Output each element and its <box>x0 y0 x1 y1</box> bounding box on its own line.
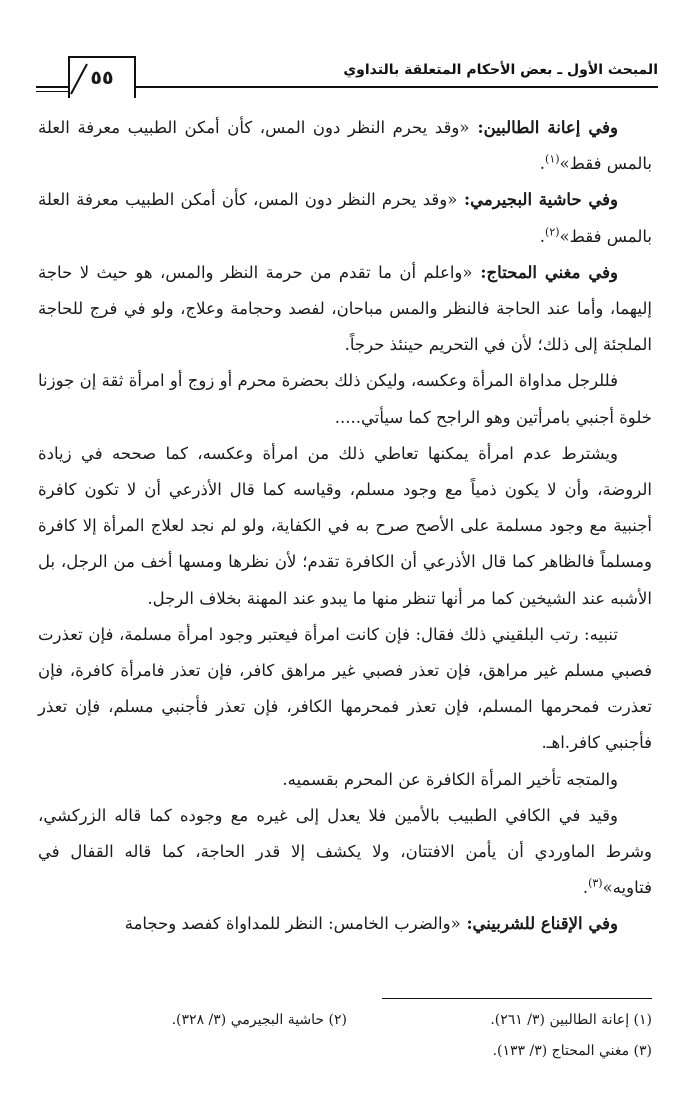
paragraph-end: . <box>539 154 546 174</box>
footnotes <box>38 1005 652 1067</box>
paragraph-text: تنبيه: رتب البلقيني ذلك فقال: فإن كانت امرأة فيعتبر وجود امرأة مسلمة، فإن تعذرت فصبي مسلم غير مراهق، فإن تعذر فصبي غير مراهق كافر، فإن تعذر فامرأة كافرة، فإن تعذرت فمحرمها المسلم، فإن تعذر فمحرمها الكافر، فإن تعذر فأجنبي مسلم، فإن تعذر فأجنبي كافر.اهـ. <box>38 624 652 753</box>
paragraph-end: . <box>582 878 589 898</box>
footnote-marker: (١) <box>545 152 560 166</box>
source-title: وفي حاشية البجيرمي: <box>457 190 618 210</box>
paragraph <box>38 182 652 254</box>
footnote: (٣) مغني المحتاج (٣/ ١٣٣). <box>492 1043 652 1059</box>
footnote-marker: (٢) <box>545 225 560 239</box>
paragraph <box>38 762 652 798</box>
footnote: (١) إعانة الطالبين (٣/ ٢٦١). <box>490 1012 652 1028</box>
paragraph <box>38 363 652 435</box>
paragraph-end: . <box>539 226 546 246</box>
footnote: (٢) حاشية البجيرمي (٣/ ٣٢٨). <box>171 1012 347 1028</box>
paragraph <box>38 255 652 364</box>
paragraph-text: ويشترط عدم امرأة يمكنها تعاطي ذلك من امرأة وعكسه، كما صححه في زيادة الروضة، وأن لا يكون ذمياً مع وجود مسلم، وقياسه كما قال الأذرعي أن لا تكون كافرة أجنبية مع وجود مسلمة على الأصح صرح به في الكفاية، ولو لم نجد لعلاج المرأة إلا كافرة ومسلماً فالظاهر كما قال الأذرعي أن الكافرة تقدم؛ لأن نظرها ومسها أخف من الرجل، بل الأشبه عند الشيخين كما مر أنها تنظر منها ما يبدو عند المهنة بخلاف الرجل. <box>38 443 652 608</box>
paragraph <box>38 617 652 762</box>
footnote-rule <box>382 998 652 999</box>
page-number: ٥٥ <box>90 67 114 89</box>
footnote-row <box>38 1005 652 1036</box>
paragraph <box>38 906 652 942</box>
paragraph-text: فللرجل مداواة المرأة وعكسه، وليكن ذلك بحضرة محرم أو زوج أو امرأة ثقة إن جوزنا خلوة أجنبي بامرأتين وهو الراجح كما سيأتي..... <box>38 371 652 427</box>
paragraph <box>38 436 652 617</box>
page-number-box <box>68 56 136 98</box>
footnote-row <box>38 1036 652 1067</box>
source-title: وفي الإقناع للشربيني: <box>460 914 618 934</box>
footnote-marker: (٣) <box>588 876 603 890</box>
body-text <box>38 110 652 943</box>
paragraph <box>38 110 652 182</box>
paragraph-text: «والضرب الخامس: النظر للمداواة كفصد وحجامة <box>124 914 461 934</box>
paragraph-text: وقيد في الكافي الطبيب بالأمين فلا يعدل إلى غيره مع وجوده كما قاله الزركشي، وشرط الماوردي أن يأمن الافتتان، ولا يكشف إلا قدر الحاجة، كما قاله القفال في فتاويه» <box>38 805 652 898</box>
paragraph-text: «واعلم أن ما تقدم من حرمة النظر والمس، هو حيث لا حاجة إليهما، وأما عند الحاجة فالنظر والمس مباحان، لفصد وحجامة وعلاج، ولو في فرج للحاجة الملجئة إلى ذلك؛ لأن في التحريم حينئذ حرجاً. <box>38 262 652 355</box>
source-title: وفي مغني المحتاج: <box>472 262 618 282</box>
running-head: المبحث الأول ـ بعض الأحكام المتعلقة بالتداوي <box>343 62 658 78</box>
paragraph-text: والمتجه تأخير المرأة الكافرة عن المحرم بقسميه. <box>282 769 618 789</box>
paragraph <box>38 798 652 907</box>
source-title: وفي إعانة الطالبين: <box>469 118 618 137</box>
paragraph-text: «وقد يحرم النظر دون المس، كأن أمكن الطبيب معرفة العلة بالمس فقط» <box>38 118 652 174</box>
paragraph-text: «وقد يحرم النظر دون المس، كأن أمكن الطبيب معرفة العلة بالمس فقط» <box>38 190 652 246</box>
page-box-slash <box>70 64 88 95</box>
